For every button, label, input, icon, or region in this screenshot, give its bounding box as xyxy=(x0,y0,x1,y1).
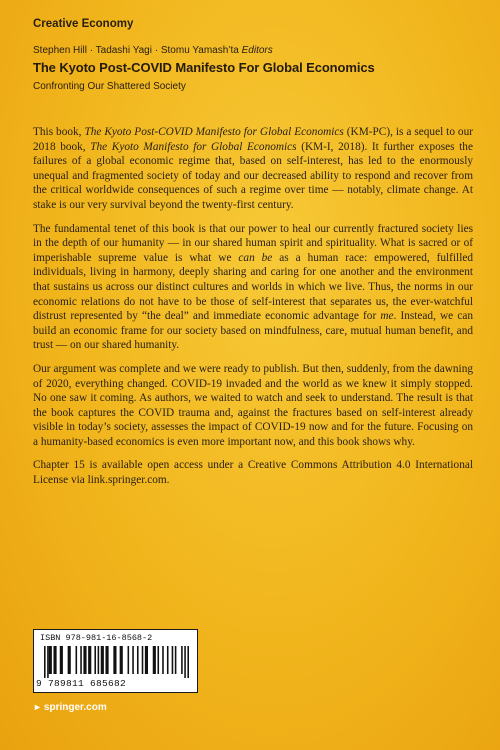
barcode-digits: 9 789811 685682 xyxy=(36,678,127,689)
barcode-bar xyxy=(88,646,91,674)
blurb xyxy=(33,125,473,497)
p2-text-e: . Instead, we can build an economic frame for our society based on mindfulness, care, mutual human benefit, and trust — on our shared humanity. xyxy=(33,310,473,352)
blurb-paragraph-3: Our argument was complete and we were ready to publish. But then, suddenly, from the dawning of 2020, everything changed. COVID-19 invaded and the world as we knew it simply stopped. No one saw it coming. As authors, we waited to watch and seek to understand. The result is that the book captures the COVID trauma and, against the fractures based on self-interest already visible in today’s society, assesses the impact of COVID-19 now and for the future. Focusing on a humanity-based economics is even more important now, and this book shows why. xyxy=(33,362,473,448)
barcode-bar xyxy=(184,646,186,678)
barcode-bar xyxy=(98,646,100,674)
barcode-bar xyxy=(157,646,159,674)
p2-italic-b: me xyxy=(380,310,394,323)
editors-role: Editors xyxy=(241,45,273,56)
barcode-bar xyxy=(76,646,78,674)
blurb-paragraph-1 xyxy=(33,125,473,213)
barcode-bar xyxy=(162,646,164,674)
p2-text-c: as a human race: empowered, fulfilled individuals, living in harmony, deeply sharing and caring for one another and the environment that sustains us across our distinct cultures and worlds in which we live. Thus, the norms in our economic relations do not have to be those of self-interest that separates us, the ever-watchful distrust represented by “the deal” and immediate economic advantage for xyxy=(33,251,473,323)
blurb-paragraph-4: Chapter 15 is available open access under a Creative Commons Attribution 4.0 International License via link.springer.com. xyxy=(33,459,473,487)
series-name: Creative Economy xyxy=(33,18,134,30)
barcode-bar xyxy=(175,646,177,674)
barcode-bars xyxy=(44,646,189,678)
barcode-bar xyxy=(153,646,156,674)
barcode-bar xyxy=(113,646,116,674)
barcode-bar xyxy=(68,646,71,674)
isbn-barcode xyxy=(33,629,198,693)
barcode-bar xyxy=(145,646,148,674)
editors-line xyxy=(33,45,273,56)
barcode-bar xyxy=(105,646,108,674)
p1-italic-title-b: The Kyoto Manifesto for Global Economics xyxy=(90,140,297,153)
barcode-bar xyxy=(187,646,189,678)
book-subtitle: Confronting Our Shattered Society xyxy=(33,81,186,92)
barcode-bar xyxy=(101,646,104,674)
p2-text-a: The fundamental tenet of this book is that our power to heal our currently fractured society lies in the depth of our humanity — in our shared human spirit and spirituality. What is sacred or of imperishable supreme value is what we xyxy=(33,222,473,264)
isbn-label: ISBN 978-981-16-8568-2 xyxy=(40,633,153,643)
book-title: The Kyoto Post-COVID Manifesto For Global Economics xyxy=(33,60,375,75)
p1-italic-title-a: The Kyoto Post-COVID Manifesto for Global Economics xyxy=(84,126,344,138)
barcode-bar xyxy=(172,646,174,674)
barcode-bar xyxy=(44,646,46,678)
p1-text-a: This book, xyxy=(33,126,85,138)
barcode-bar xyxy=(80,646,82,674)
barcode-bar xyxy=(137,646,139,674)
blurb-paragraph-2 xyxy=(33,222,473,353)
publisher-link[interactable] xyxy=(33,702,107,713)
publisher-url: springer.com xyxy=(43,702,107,713)
barcode-bar xyxy=(120,646,123,674)
barcode-bar xyxy=(53,646,56,674)
barcode-bar xyxy=(60,646,63,674)
barcode-bar xyxy=(49,646,52,674)
barcode-bar xyxy=(132,646,134,674)
barcode-bar xyxy=(142,646,144,674)
editor-names: Stephen Hill · Tadashi Yagi · Stomu Yamash’ta xyxy=(33,45,239,56)
barcode-bar xyxy=(181,646,183,674)
p1-text-c: (KM-PC), is a sequel to our 2018 book, xyxy=(33,126,473,153)
barcode-bar xyxy=(94,646,96,674)
barcode-bar xyxy=(167,646,169,674)
barcode-bar xyxy=(128,646,130,674)
barcode-bar xyxy=(47,646,49,678)
p2-italic-a: can be xyxy=(238,251,273,264)
barcode-bar xyxy=(83,646,86,674)
arrow-icon: ► xyxy=(33,702,42,712)
p1-text-e: (KM-I, 2018). It further exposes the failures of a global economic regime that, based on self-interest, has led to the enormously unequal and fragmented society of today and our decreased ability to respond and recover from the critical worldwide consequences of such a regime over time — notably, climate change. At stake is our very survival beyond the twenty-first century. xyxy=(33,140,473,211)
